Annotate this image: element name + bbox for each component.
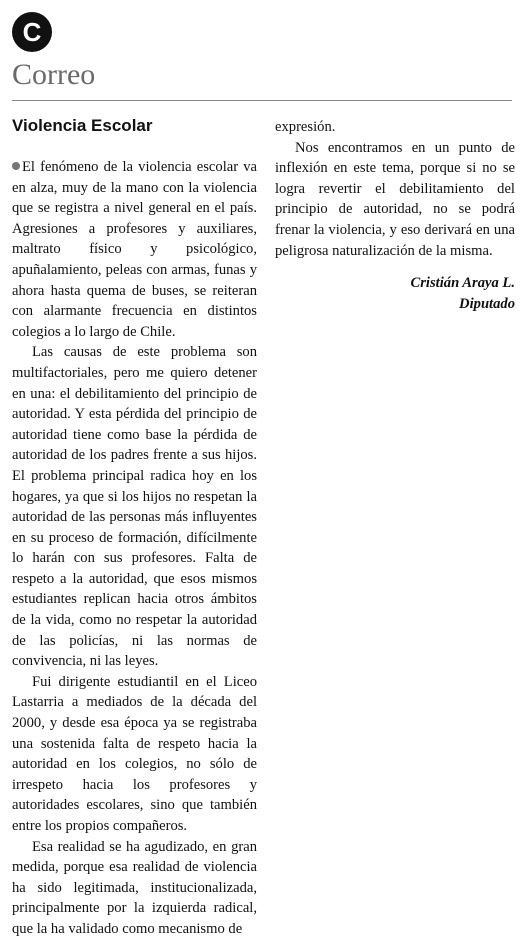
paragraph-4-part-1: Esa realidad se ha agudizado, en gran medida, porque esa realidad de violencia ha sido legitimada, institucionalizada, principalmente por la izquierda radical, que la ha validado como mecanismo de bbox=[12, 838, 257, 937]
paragraph-1-container bbox=[12, 157, 257, 342]
column-left bbox=[12, 157, 257, 940]
section-title: Correo bbox=[12, 58, 96, 91]
signature-role: Diputado bbox=[459, 295, 515, 312]
letter-title: Violencia Escolar bbox=[12, 116, 153, 135]
bullet-icon bbox=[12, 162, 20, 170]
section-logo: C bbox=[12, 12, 52, 52]
header-divider bbox=[12, 100, 512, 101]
paragraph-5: Nos encontramos en un punto de inflexión en este tema, porque si no se logra revertir el debilitamiento del principio de autoridad, no se podrá frenar la violencia, y eso derivará en una peligrosa naturalización de la misma. bbox=[275, 139, 515, 259]
paragraph-4-part-2: expresión. bbox=[275, 119, 336, 135]
column-right bbox=[275, 117, 515, 314]
paragraph-2: Las causas de este problema son multifactoriales, pero me quiero detener en una: el debilitamiento del principio de autoridad. Y esta pérdida del principio de autoridad tiene como base la pérdida de autoridad de los padres frente a sus hijos. El problema principal radica hoy en los hogares, ya que si los hijos no respetan la autoridad de las personas más influyentes en su proceso de formación, difícilmente lo harán con sus profesores. Falta de respeto a la autoridad, que esos mismos estudiantes replican hacia otros ámbitos de la vida, como no respetar la autoridad de las policías, ni las normas de convivencia, ni las leyes. bbox=[12, 344, 257, 670]
signature-name: Cristián Araya L. bbox=[410, 275, 515, 292]
paragraph-3: Fui dirigente estudiantil en el Liceo Lastarria a mediados de la década del 2000, y desde esa época ya se registraba una sostenida falta de respeto hacia la autoridad en los colegios, no sólo de irrespeto hacia los profesores y autoridades escolares, sino que también entre los propios compañeros. bbox=[12, 673, 257, 834]
paragraph-1: El fenómeno de la violencia escolar va en alza, muy de la mano con la violencia que se registra a nivel general en el país. Agresiones a profesores y auxiliares, maltrato físico y psicológico, apuñalamiento, peleas con armas, funas y ahora hasta quema de buses, se reiteran con alarmante frecuencia en distintos colegios a lo largo de Chile. bbox=[12, 159, 257, 340]
